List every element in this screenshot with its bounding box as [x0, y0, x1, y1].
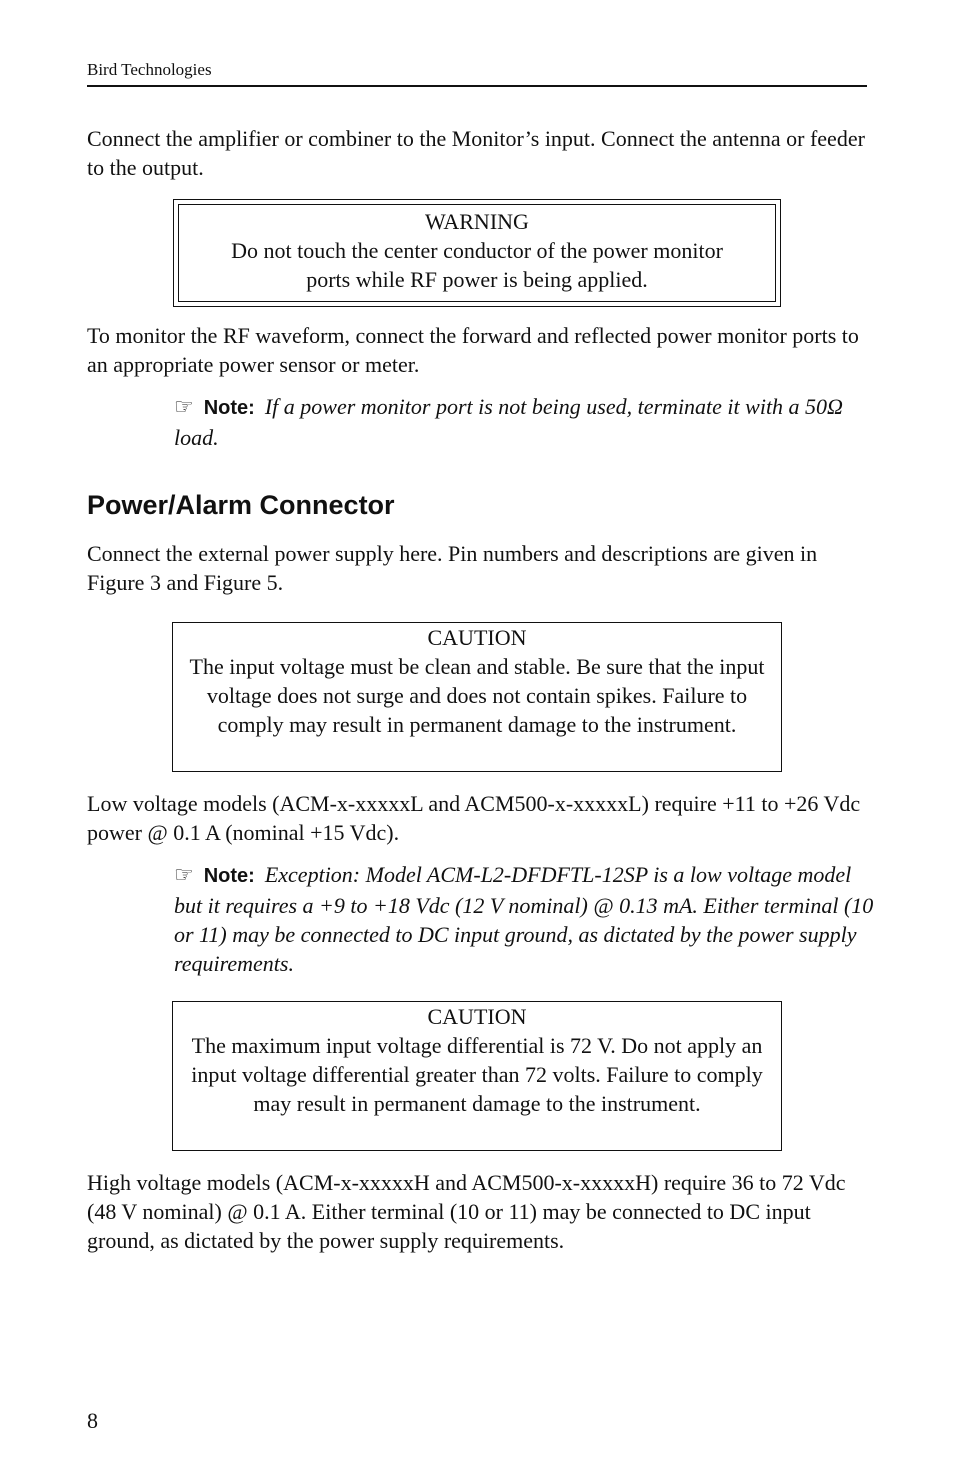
- paragraph-connect-input: Connect the amplifier or combiner to the Monitor’s input. Connect the antenna or feeder to the output.: [87, 126, 865, 180]
- caution-title: CAUTION: [427, 625, 527, 650]
- section-heading: Power/Alarm Connector: [87, 490, 395, 520]
- note-terminate-port: [174, 392, 874, 452]
- note-label: Note:: [203, 397, 255, 419]
- pointing-hand-icon: ☞: [174, 395, 194, 420]
- page-number: 8: [87, 1408, 98, 1433]
- caution-text: The input voltage must be clean and stable. Be sure that the input voltage does not surge and does not contain spikes. Failure to comply may result in permanent damage to the instrument.: [189, 654, 765, 737]
- pointing-hand-icon: ☞: [174, 863, 194, 888]
- note-text: Exception: Model ACM-L2-DFDFTL-12SP is a low voltage model but it requires a +9 to +18 Vdc (12 V nominal) @ 0.13 mA. Either terminal (10 or 11) may be connected to DC input ground, as dictated by the power supply requirements.: [174, 862, 874, 976]
- warning-text: Do not touch the center conductor of the power monitor ports while RF power is being applied.: [231, 238, 723, 292]
- paragraph-monitor-rf: To monitor the RF waveform, connect the forward and reflected power monitor ports to an appropriate power sensor or meter.: [87, 323, 859, 377]
- caution-box-differential: [172, 1001, 782, 1151]
- note-text: If a power monitor port is not being used, terminate it with a 50Ω load.: [174, 394, 843, 450]
- caution-text: The maximum input voltage differential is 72 V. Do not apply an input voltage differential greater than 72 volts. Failure to comply may result in permanent damage to the instrument.: [191, 1033, 763, 1116]
- warning-title: WARNING: [425, 209, 529, 234]
- paragraph-high-voltage: High voltage models (ACM-x-xxxxxH and ACM500-x-xxxxxH) require 36 to 72 Vdc (48 V nominal) @ 0.1 A. Either terminal (10 or 11) may be connected to DC input ground, as dictated by the power supply requirements.: [87, 1170, 846, 1253]
- warning-box: [178, 204, 776, 302]
- note-exception: [174, 860, 874, 978]
- paragraph-low-voltage: Low voltage models (ACM-x-xxxxxL and ACM500-x-xxxxxL) require +11 to +26 Vdc power @ 0.1 A (nominal +15 Vdc).: [87, 791, 861, 845]
- paragraph-power-supply: Connect the external power supply here. Pin numbers and descriptions are given in Figure 3 and Figure 5.: [87, 541, 818, 595]
- running-header: Bird Technologies: [87, 60, 212, 79]
- caution-title: CAUTION: [427, 1004, 527, 1029]
- caution-box-voltage: [172, 622, 782, 772]
- note-label: Note:: [203, 865, 255, 887]
- header-rule: [87, 85, 867, 87]
